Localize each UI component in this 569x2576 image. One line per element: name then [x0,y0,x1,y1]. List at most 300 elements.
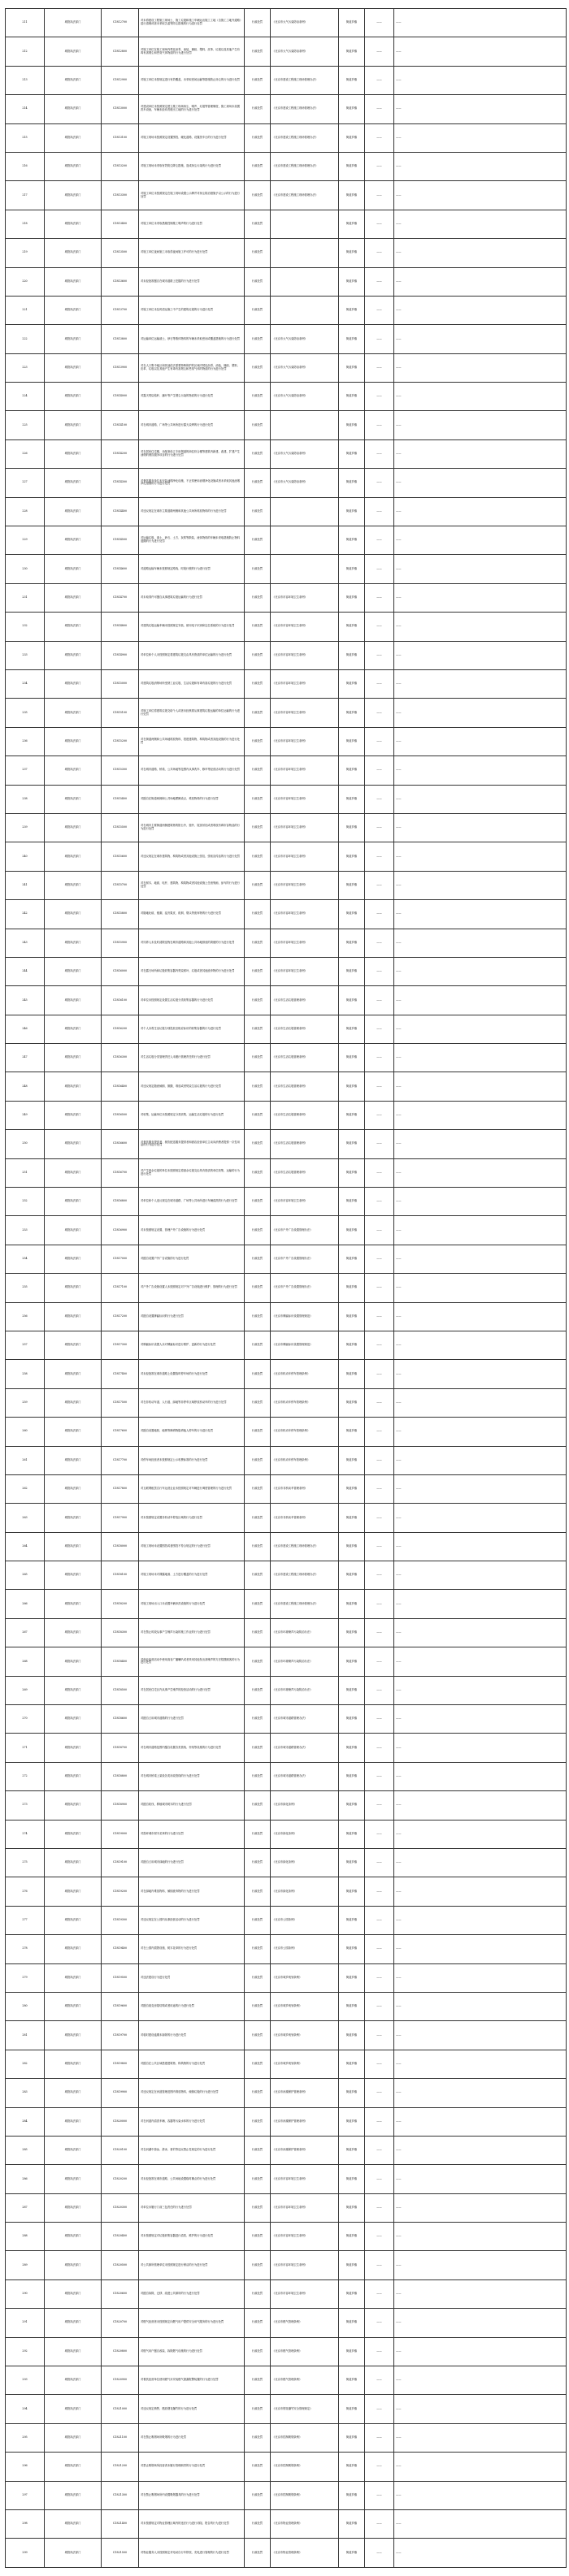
legal-basis-cell: 《北京市大气污染防治条例》 [271,383,339,411]
table-row [6,1418,567,1446]
item-code-cell: C1817600 [102,1418,139,1446]
item-type-cell: 行政处罚 [245,1849,271,1877]
row-number: 266 [6,1590,45,1618]
row-number: 219 [6,239,45,267]
entrusted-cell: —— [365,2251,394,2279]
item-name-cell: 对未经批准在城市道路上设置临时停车场的行为进行处罚 [139,1360,245,1388]
item-code-cell: C1815400 [102,785,139,813]
item-code-cell: C1816600 [102,1130,139,1158]
item-name-cell: 对在街道两侧和公共场地堆放物料、搭建建筑物、构筑物或者其他设施的行为进行处罚 [139,727,245,755]
item-type-cell: 行政处罚 [245,1906,271,1934]
entrusted-cell: —— [365,2453,394,2481]
entrusted-cell: —— [365,1388,394,1417]
item-name-cell: 对擅自占用城市绿地的行为进行处罚 [139,1849,245,1877]
item-type-cell: 行政处罚 [245,1474,271,1503]
legal-basis-cell: 《北京市绿化条例》 [271,1791,339,1820]
legal-basis-cell [271,210,339,238]
item-name-cell: 对擅自设置地桩、地锁等障碍物阻碍他人停车的行为进行处罚 [139,1418,245,1446]
item-type-cell: 行政处罚 [245,2453,271,2481]
legal-basis-cell: 《北京市环境噪声污染防治办法》 [271,1647,339,1676]
entrusted-cell: —— [365,957,394,985]
department-cell: 城管执法部门 [45,1044,102,1072]
department-cell: 城管执法部门 [45,469,102,497]
exercise-level-cell: 街道乡镇 [339,583,365,612]
item-type-cell: 行政处罚 [245,957,271,985]
item-code-cell: C1814300 [102,469,139,497]
item-type-cell: 行政处罚 [245,353,271,382]
item-code-cell: C1815900 [102,929,139,957]
exercise-level-cell: 街道乡镇 [339,66,365,94]
item-type-cell: 行政处罚 [245,497,271,526]
item-code-cell: C1815500 [102,813,139,842]
remarks-cell: —— [394,842,567,871]
item-code-cell: C1815000 [102,669,139,698]
item-type-cell: 行政处罚 [245,181,271,210]
item-type-cell: 行政处罚 [245,2423,271,2452]
legal-basis-cell: 《北京市机动车停车管理条例》 [271,1388,339,1417]
item-type-cell: 行政处罚 [245,2509,271,2538]
item-type-cell: 行政处罚 [245,2079,271,2107]
exercise-level-cell: 街道乡镇 [339,2079,365,2107]
department-cell: 城管执法部门 [45,497,102,526]
remarks-cell: —— [394,1532,567,1561]
legal-basis-cell: 《北京市生活垃圾管理条例》 [271,986,339,1015]
legal-basis-cell [271,555,339,583]
remarks-cell: —— [394,1762,567,1790]
item-code-cell: C1813800 [102,325,139,353]
department-cell: 城管执法部门 [45,2136,102,2164]
row-number: 278 [6,1935,45,1963]
exercise-level-cell: 街道乡镇 [339,1302,365,1331]
row-number: 286 [6,2165,45,2193]
row-number: 245 [6,986,45,1015]
entrusted-cell: —— [365,1791,394,1820]
table-row [6,37,567,66]
legal-basis-cell: 《北京市大气污染防治条例》 [271,439,339,468]
entrusted-cell: —— [365,2107,394,2136]
table-row [6,1446,567,1474]
item-code-cell: C1819400 [102,1935,139,1963]
item-type-cell: 行政处罚 [245,152,271,180]
entrusted-cell: —— [365,1906,394,1934]
legal-basis-cell: 《北京市户外广告设置管理办法》 [271,1216,339,1245]
exercise-level-cell: 街道乡镇 [339,1216,365,1245]
legal-basis-cell: 《北京市城市道路管理办法》 [271,1762,339,1790]
department-cell: 城管执法部门 [45,669,102,698]
item-name-cell: 对在城市主要街道两侧建筑物的阳台外、窗外、屋顶吊挂或者堆放有碍市容物品的行为进行处罚 [139,813,245,842]
remarks-cell: —— [394,957,567,985]
item-type-cell: 行政处罚 [245,383,271,411]
item-code-cell: C1818400 [102,1647,139,1676]
table-row [6,2107,567,2136]
table-row [6,439,567,468]
exercise-level-cell: 街道乡镇 [339,526,365,555]
row-number: 296 [6,2453,45,2481]
exercise-level-cell: 街道乡镇 [339,727,365,755]
item-name-cell: 对露天焚烧秸秆、落叶等产生烟尘污染的物质的行为进行处罚 [139,383,245,411]
table-row [6,785,567,813]
exercise-level-cell: 街道乡镇 [339,785,365,813]
table-row [6,95,567,123]
row-number: 292 [6,2337,45,2366]
department-cell: 城管执法部门 [45,2279,102,2308]
row-number: 249 [6,1101,45,1129]
item-type-cell: 行政处罚 [245,469,271,497]
item-type-cell: 行政处罚 [245,1331,271,1359]
row-number: 246 [6,1015,45,1043]
table-row [6,2509,567,2538]
exercise-level-cell: 街道乡镇 [339,1101,365,1129]
item-code-cell: C1813400 [102,210,139,238]
remarks-cell: —— [394,2223,567,2251]
item-name-cell: 对在绿地内堆放物料、倾倒废弃物的行为进行处罚 [139,1877,245,1906]
item-name-cell: 对运输垃圾、渣土、砂石、土方、灰浆等散装、流体物料的车辆未采取措施防止物料遗撒的行为进行处罚 [139,526,245,555]
table-row [6,1331,567,1359]
department-cell: 城管执法部门 [45,1791,102,1820]
item-name-cell: 对违法建设行为进行处罚 [139,1963,245,1992]
remarks-cell: —— [394,1590,567,1618]
item-name-cell: 对未按照规定设置、管理户外广告设施的行为进行处罚 [139,1216,245,1245]
exercise-level-cell: 街道乡镇 [339,699,365,727]
item-code-cell: C1819300 [102,1906,139,1934]
table-row [6,267,567,296]
item-name-cell: 对餐饮服务单位未安装油烟净化设施、不正常使用油烟净化设施或者未采取其他油烟净化措施的行为进行处罚 [139,469,245,497]
entrusted-cell: —— [365,2165,394,2193]
entrusted-cell: —— [365,613,394,641]
entrusted-cell: —— [365,2481,394,2509]
table-row [6,526,567,555]
row-number: 240 [6,842,45,871]
department-cell: 城管执法部门 [45,2193,102,2222]
row-number: 244 [6,957,45,985]
item-name-cell: 对擅自拆除、迁移、改建公共厕所的行为进行处罚 [139,2279,245,2308]
remarks-cell: —— [394,123,567,152]
legal-basis-cell: 《北京市市容环境卫生条例》 [271,641,339,669]
exercise-level-cell: 街道乡镇 [339,2223,365,2251]
item-name-cell: 对在露天场所和垃圾收集容器内焚烧树叶、垃圾或者其他废弃物的行为进行处罚 [139,957,245,985]
entrusted-cell: —— [365,2021,394,2050]
item-name-cell: 对在城市道路、广场等公共场所进行露天烧烤的行为进行处罚 [139,411,245,439]
item-type-cell: 行政处罚 [245,2223,271,2251]
remarks-cell: —— [394,1158,567,1187]
item-name-cell: 对擅自设置户外广告设施的行为进行处罚 [139,1245,245,1273]
row-number: 274 [6,1820,45,1848]
item-code-cell: C1818700 [102,1734,139,1762]
department-cell: 城管执法部门 [45,66,102,94]
item-code-cell: C1817000 [102,1245,139,1273]
department-cell: 城管执法部门 [45,2509,102,2538]
entrusted-cell: —— [365,1963,394,1992]
exercise-level-cell: 街道乡镇 [339,842,365,871]
department-cell: 城管执法部门 [45,813,102,842]
legal-basis-cell: 《北京市市容环境卫生条例》 [271,813,339,842]
department-cell: 城管执法部门 [45,900,102,929]
department-cell: 城管执法部门 [45,1216,102,1245]
legal-basis-cell: 《北京市机动车停车管理条例》 [271,1360,339,1388]
item-type-cell: 行政处罚 [245,1504,271,1532]
remarks-cell: —— [394,929,567,957]
exercise-level-cell: 街道乡镇 [339,1274,365,1302]
item-type-cell: 行政处罚 [245,2539,271,2567]
item-code-cell: C1821100 [102,2423,139,2452]
remarks-cell: —— [394,353,567,382]
table-row [6,1734,567,1762]
row-number: 297 [6,2481,45,2509]
row-number: 243 [6,929,45,957]
item-code-cell: C1821000 [102,2395,139,2423]
department-cell: 城管执法部门 [45,37,102,66]
item-code-cell: C1820600 [102,2279,139,2308]
department-cell: 城管执法部门 [45,353,102,382]
legal-basis-cell: 《北京市市容环境卫生条例》 [271,2279,339,2308]
item-type-cell: 行政处罚 [245,1130,271,1158]
item-type-cell: 行政处罚 [245,727,271,755]
row-number: 262 [6,1474,45,1503]
table-row [6,957,567,985]
entrusted-cell: —— [365,66,394,94]
item-type-cell: 行政处罚 [245,1216,271,1245]
remarks-cell: —— [394,555,567,583]
entrusted-cell: —— [365,1762,394,1790]
remarks-cell: —— [394,1963,567,1992]
item-code-cell: C1813100 [102,123,139,152]
table-row [6,1705,567,1734]
item-name-cell: 对违反规定随意倾倒、抛撒、堆放或者焚烧生活垃圾的行为进行处罚 [139,1072,245,1101]
entrusted-cell: —— [365,1188,394,1216]
table-row [6,66,567,94]
remarks-cell: —— [394,469,567,497]
table-row [6,756,567,785]
department-cell: 城管执法部门 [45,842,102,871]
item-code-cell: C1815100 [102,699,139,727]
item-name-cell: 对产生厨余垃圾的单位未按照规定将厨余垃圾交由具有资质的单位收集、运输的行为进行处罚 [139,1158,245,1187]
item-type-cell: 行政处罚 [245,411,271,439]
table-row [6,929,567,957]
legal-basis-cell: 《北京市市容环境卫生条例》 [271,669,339,698]
item-code-cell: C1812900 [102,66,139,94]
item-code-cell: C1812700 [102,9,139,37]
department-cell: 城管执法部门 [45,95,102,123]
exercise-level-cell: 街道乡镇 [339,1158,365,1187]
item-name-cell: 对违反规定在河道管理范围内堆放物料、倾倒垃圾的行为进行处罚 [139,2079,245,2107]
item-code-cell: C1818600 [102,1705,139,1734]
remarks-cell: —— [394,2337,567,2366]
table-row [6,1245,567,1273]
entrusted-cell: —— [365,2395,394,2423]
exercise-level-cell: 街道乡镇 [339,555,365,583]
legal-basis-cell: 《北京市建设工程施工现场管理办法》 [271,1532,339,1561]
entrusted-cell: —— [365,1676,394,1704]
legal-basis-cell: 《北京市建设工程施工现场管理办法》 [271,95,339,123]
item-name-cell: 对物业服务人未按照规定对电动自行车停放、充电进行管理的行为进行处罚 [139,2539,245,2567]
table-row [6,1762,567,1790]
row-number: 218 [6,210,45,238]
row-number: 234 [6,669,45,698]
legal-basis-cell [271,296,339,324]
table-row [6,1388,567,1417]
row-number: 256 [6,1302,45,1331]
item-name-cell: 对道路运输车辆未按照规定路线、时段行驶的行为进行处罚 [139,555,245,583]
item-type-cell: 行政处罚 [245,239,271,267]
remarks-cell: —— [394,1360,567,1388]
table-row [6,2539,567,2567]
row-number: 289 [6,2251,45,2279]
entrusted-cell: —— [365,1504,394,1532]
entrusted-cell: —— [365,239,394,267]
row-number: 250 [6,1130,45,1158]
item-name-cell: 对在公园内损毁设施、树木花草的行为进行处罚 [139,1935,245,1963]
entrusted-cell: —— [365,267,394,296]
exercise-level-cell: 街道乡镇 [339,641,365,669]
department-cell: 城管执法部门 [45,2453,102,2481]
table-row [6,1992,567,2020]
item-type-cell: 行政处罚 [245,2136,271,2164]
department-cell: 城管执法部门 [45,1474,102,1503]
remarks-cell: —— [394,785,567,813]
exercise-level-cell: 街道乡镇 [339,1188,365,1216]
table-row [6,2309,567,2337]
item-type-cell: 行政处罚 [245,1188,271,1216]
row-number: 279 [6,1963,45,1992]
legal-basis-cell: 《北京市市容环境卫生条例》 [271,929,339,957]
item-type-cell: 行政处罚 [245,1676,271,1704]
legal-basis-cell: 《北京市大气污染防治条例》 [271,9,339,37]
remarks-cell: —— [394,383,567,411]
item-code-cell: C1816100 [102,986,139,1015]
table-row [6,2050,567,2078]
remarks-cell: —— [394,1274,567,1302]
item-name-cell: 对收集、运输单位未按照规定分类收集、运输生活垃圾的行为进行处罚 [139,1101,245,1129]
item-name-cell: 对在城市道路范围内擅自设置各类管线、杆线等设施的行为进行处罚 [139,1734,245,1762]
row-number: 281 [6,2021,45,2050]
exercise-level-cell: 街道乡镇 [339,871,365,899]
legal-basis-cell: 《北京市非机动车管理条例》 [271,1504,339,1532]
remarks-cell: —— [394,1015,567,1043]
table-row [6,613,567,641]
item-name-cell: 对违反规定在公园内从事经营活动的行为进行处罚 [139,1906,245,1934]
item-name-cell: 对在河道内清洗车辆、容器等污染水体的行为进行处罚 [139,2107,245,2136]
item-type-cell: 行政处罚 [245,900,271,929]
legal-basis-cell: 《北京市公园条例》 [271,1906,339,1934]
row-number: 258 [6,1360,45,1388]
entrusted-cell: —— [365,1877,394,1906]
item-name-cell: 对在居民住宅区内从事产生噪声的经营活动的行为进行处罚 [139,1676,245,1704]
item-code-cell: C1813300 [102,181,139,210]
item-name-cell: 对单位和个人未按照规定将建筑垃圾交由具有资质的单位运输的行为进行处罚 [139,641,245,669]
row-number: 239 [6,813,45,842]
row-number: 214 [6,95,45,123]
legal-basis-cell: 《北京市生活垃圾管理条例》 [271,1158,339,1187]
legal-basis-cell: 《北京市建设工程施工现场管理办法》 [271,123,339,152]
exercise-level-cell: 街道乡镇 [339,1849,365,1877]
item-code-cell: C1815700 [102,871,139,899]
legal-basis-cell: 《北京市绿化条例》 [271,1877,339,1906]
item-name-cell: 对未按照规定对垃圾收集容器进行清洗、维护的行为进行处罚 [139,2223,245,2251]
department-cell: 城管执法部门 [45,1561,102,1590]
item-code-cell: C1819100 [102,1849,139,1877]
legal-basis-cell: 《北京市城乡规划条例》 [271,1992,339,2020]
department-cell: 城管执法部门 [45,986,102,1015]
department-cell: 城管执法部门 [45,1418,102,1446]
item-code-cell: C1818500 [102,1676,139,1704]
item-name-cell: 对生活垃圾分类管理责任人未履行管理责任的行为进行处罚 [139,1044,245,1072]
row-number: 299 [6,2539,45,2567]
item-type-cell: 行政处罚 [245,1935,271,1963]
item-type-cell: 行政处罚 [245,583,271,612]
legal-basis-cell: 《北京市城市道路管理办法》 [271,1705,339,1734]
entrusted-cell: —— [365,1101,394,1129]
item-name-cell: 对未取得许可擅自从事建筑垃圾运输的行为进行处罚 [139,583,245,612]
department-cell: 城管执法部门 [45,526,102,555]
legal-basis-cell: 《北京市市容环境卫生条例》 [271,2223,339,2251]
legal-basis-cell: 《北京市河湖保护管理条例》 [271,2107,339,2136]
entrusted-cell: —— [365,2050,394,2078]
row-number: 269 [6,1676,45,1704]
remarks-cell: —— [394,1791,567,1820]
item-name-cell: 对建筑垃圾消纳场所受纳工业垃圾、生活垃圾和有毒有害垃圾的行为进行处罚 [139,669,245,698]
item-code-cell: C1813000 [102,95,139,123]
exercise-level-cell: 街道乡镇 [339,2481,365,2509]
row-number: 275 [6,1849,45,1877]
remarks-cell: —— [394,1188,567,1216]
department-cell: 城管执法部门 [45,1992,102,2020]
table-row [6,1849,567,1877]
exercise-level-cell: 街道乡镇 [339,411,365,439]
table-row [6,2279,567,2308]
row-number: 283 [6,2079,45,2107]
item-code-cell: C1814500 [102,526,139,555]
row-number: 211 [6,9,45,37]
remarks-cell: —— [394,669,567,698]
exercise-level-cell: 街道乡镇 [339,497,365,526]
item-name-cell: 对在人口集中地区和其他依法需要特殊保护的区域内焚烧沥青、油毡、橡胶、塑料、皮革、垃圾以及其他产生有毒有害烟尘和恶臭气体的物质的行为进行处罚 [139,353,245,382]
row-number: 267 [6,1618,45,1647]
exercise-level-cell: 街道乡镇 [339,2107,365,2136]
row-number: 217 [6,181,45,210]
item-name-cell: 对在城市道路、桥梁、公共场地等范围内从事洗车、修车等经营活动的行为进行处罚 [139,756,245,785]
remarks-cell: —— [394,1474,567,1503]
remarks-cell: —— [394,2079,567,2107]
row-number: 222 [6,325,45,353]
item-name-cell: 对临时建设逾期未拆除的行为进行处罚 [139,2021,245,2050]
remarks-cell: —— [394,2251,567,2279]
entrusted-cell: —— [365,2136,394,2164]
exercise-level-cell: 街道乡镇 [339,2509,365,2538]
legal-basis-cell: 《北京市建设工程施工现场管理办法》 [271,1590,339,1618]
item-name-cell: 对擅自在公共区域搭建建筑物、构筑物的行为进行处罚 [139,2050,245,2078]
row-number: 263 [6,1504,45,1532]
department-cell: 城管执法部门 [45,1935,102,1963]
remarks-cell: —— [394,1216,567,1245]
table-row [6,1188,567,1216]
table-row [6,1015,567,1043]
table-row [6,1274,567,1302]
exercise-level-cell: 街道乡镇 [339,1418,365,1446]
exercise-level-cell: 街道乡镇 [339,1130,365,1158]
department-cell: 城管执法部门 [45,2366,102,2395]
item-code-cell: C1816500 [102,1101,139,1129]
item-name-cell: 对餐饮经营单位使用燃气未安装燃气泄漏报警装置的行为进行处罚 [139,2366,245,2395]
exercise-level-cell: 街道乡镇 [339,2193,365,2222]
item-code-cell: C1813600 [102,267,139,296]
legal-basis-cell: 《北京市物业管理条例》 [271,2539,339,2567]
legal-basis-cell: 《北京市市容环境卫生条例》 [271,900,339,929]
entrusted-cell: —— [365,1820,394,1848]
legal-basis-cell: 《北京市市容环境卫生条例》 [271,1188,339,1216]
item-code-cell: C1814900 [102,641,139,669]
entrusted-cell: —— [365,2223,394,2251]
row-number: 264 [6,1532,45,1561]
